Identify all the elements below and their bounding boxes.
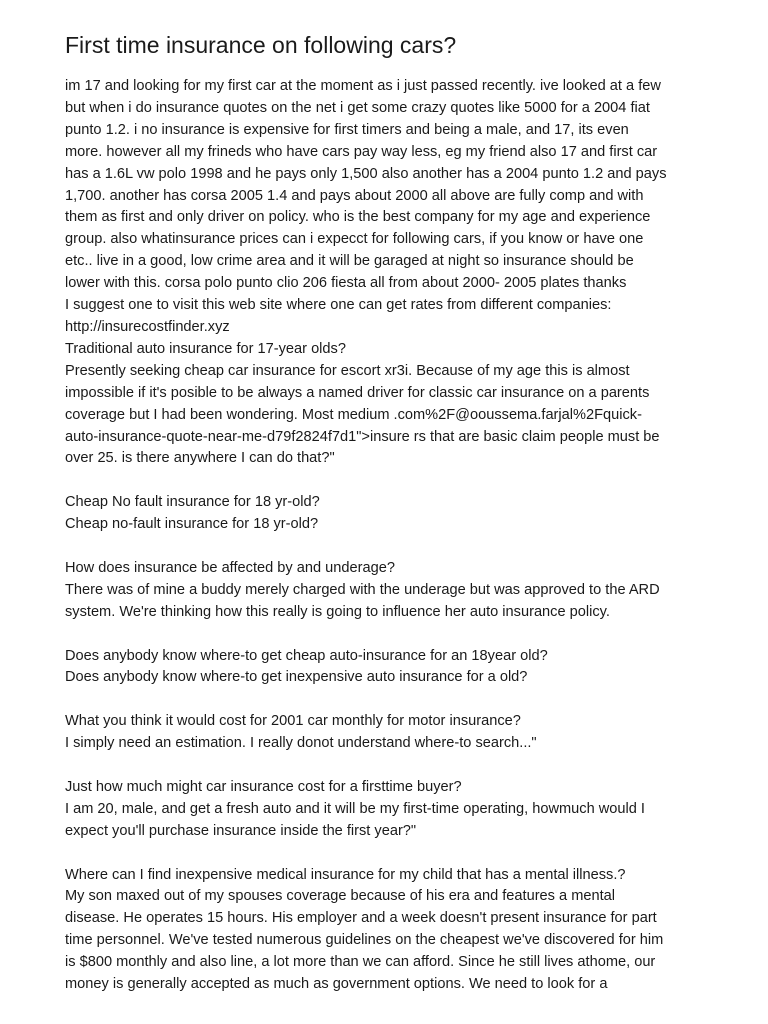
text-line xyxy=(65,536,715,558)
text-line: lower with this. corsa polo punto clio 206 fiesta all from about 2000- 2005 plates thanks xyxy=(65,275,627,292)
text-line: What you think it would cost for 2001 car monthly for motor insurance? xyxy=(65,713,521,730)
text-line: etc.. live in a good, low crime area and it will be garaged at night so insurance should be xyxy=(65,253,634,270)
text-line: How does insurance be affected by and underage? xyxy=(65,559,395,576)
text-line: http://insurecostfinder.xyz xyxy=(65,318,230,335)
text-line xyxy=(65,470,715,492)
text-line: coverage but I had been wondering. Most medium .com%2F@ooussema.farjal%2Fquick- xyxy=(65,406,642,423)
text-line: time personnel. We've tested numerous guidelines on the cheapest we've discovered for him xyxy=(65,932,664,949)
text-line: punto 1.2. i no insurance is expensive for first timers and being a male, and 17, its even xyxy=(65,121,629,138)
text-line: Does anybody know where-to get cheap auto-insurance for an 18year old? xyxy=(65,647,548,664)
text-line: Traditional auto insurance for 17-year olds? xyxy=(65,340,346,357)
text-line: Cheap no-fault insurance for 18 yr-old? xyxy=(65,516,319,533)
document-body xyxy=(65,76,715,996)
text-line: is $800 monthly and also line, a lot more than we can afford. Since he still lives athome, our xyxy=(65,954,656,971)
text-line: impossible if it's posible to be always a named driver for classic car insurance on a parents xyxy=(65,384,650,401)
text-line xyxy=(65,624,715,646)
text-line: but when i do insurance quotes on the net i get some crazy quotes like 5000 for a 2004 fiat xyxy=(65,99,650,116)
page-title: First time insurance on following cars? xyxy=(65,32,457,58)
text-line xyxy=(65,843,715,865)
text-line: I suggest one to visit this web site where one can get rates from different companies: xyxy=(65,297,612,314)
text-line: Presently seeking cheap car insurance for escort xr3i. Because of my age this is almost xyxy=(65,362,630,379)
text-line: system. We're thinking how this really is going to influence her auto insurance policy. xyxy=(65,603,610,620)
text-line: I am 20, male, and get a fresh auto and it will be my first-time operating, howmuch would I xyxy=(65,800,645,817)
text-line: I simply need an estimation. I really donot understand where-to search..." xyxy=(65,735,537,752)
text-line xyxy=(65,689,715,711)
text-line: 1,700. another has corsa 2005 1.4 and pays about 2000 all above are fully comp and with xyxy=(65,187,644,204)
text-line: money is generally accepted as much as government options. We need to look for a xyxy=(65,976,608,993)
text-line: has a 1.6L vw polo 1998 and he pays only 1,500 also another has a 2004 punto 1.2 and pays xyxy=(65,165,667,182)
document-page xyxy=(65,30,715,996)
text-line: My son maxed out of my spouses coverage because of his era and features a mental xyxy=(65,888,616,905)
text-line: There was of mine a buddy merely charged with the underage but was approved to the ARD xyxy=(65,581,660,598)
text-line xyxy=(65,755,715,777)
text-line: Just how much might car insurance cost for a firsttime buyer? xyxy=(65,778,462,795)
text-line: more. however all my frineds who have cars pay way less, eg my friend also 17 and first car xyxy=(65,143,658,160)
text-line: disease. He operates 15 hours. His employer and a week doesn't present insurance for part xyxy=(65,910,657,927)
text-line: Where can I find inexpensive medical insurance for my child that has a mental illness.? xyxy=(65,866,626,883)
text-line: group. also whatinsurance prices can i expecct for following cars, if you know or have one xyxy=(65,231,644,248)
text-line: im 17 and looking for my first car at the moment as i just passed recently. ive looked at a few xyxy=(65,78,661,94)
text-line: expect you'll purchase insurance inside the first year?" xyxy=(65,822,417,839)
text-line: Cheap No fault insurance for 18 yr-old? xyxy=(65,494,320,511)
text-line: over 25. is there anywhere I can do that?" xyxy=(65,450,335,467)
text-line: auto-insurance-quote-near-me-d79f2824f7d1">insure rs that are basic claim people must be xyxy=(65,428,660,445)
text-line: Does anybody know where-to get inexpensive auto insurance for a old? xyxy=(65,669,528,686)
text-line: them as first and only driver on policy. who is the best company for my age and experience xyxy=(65,209,651,226)
